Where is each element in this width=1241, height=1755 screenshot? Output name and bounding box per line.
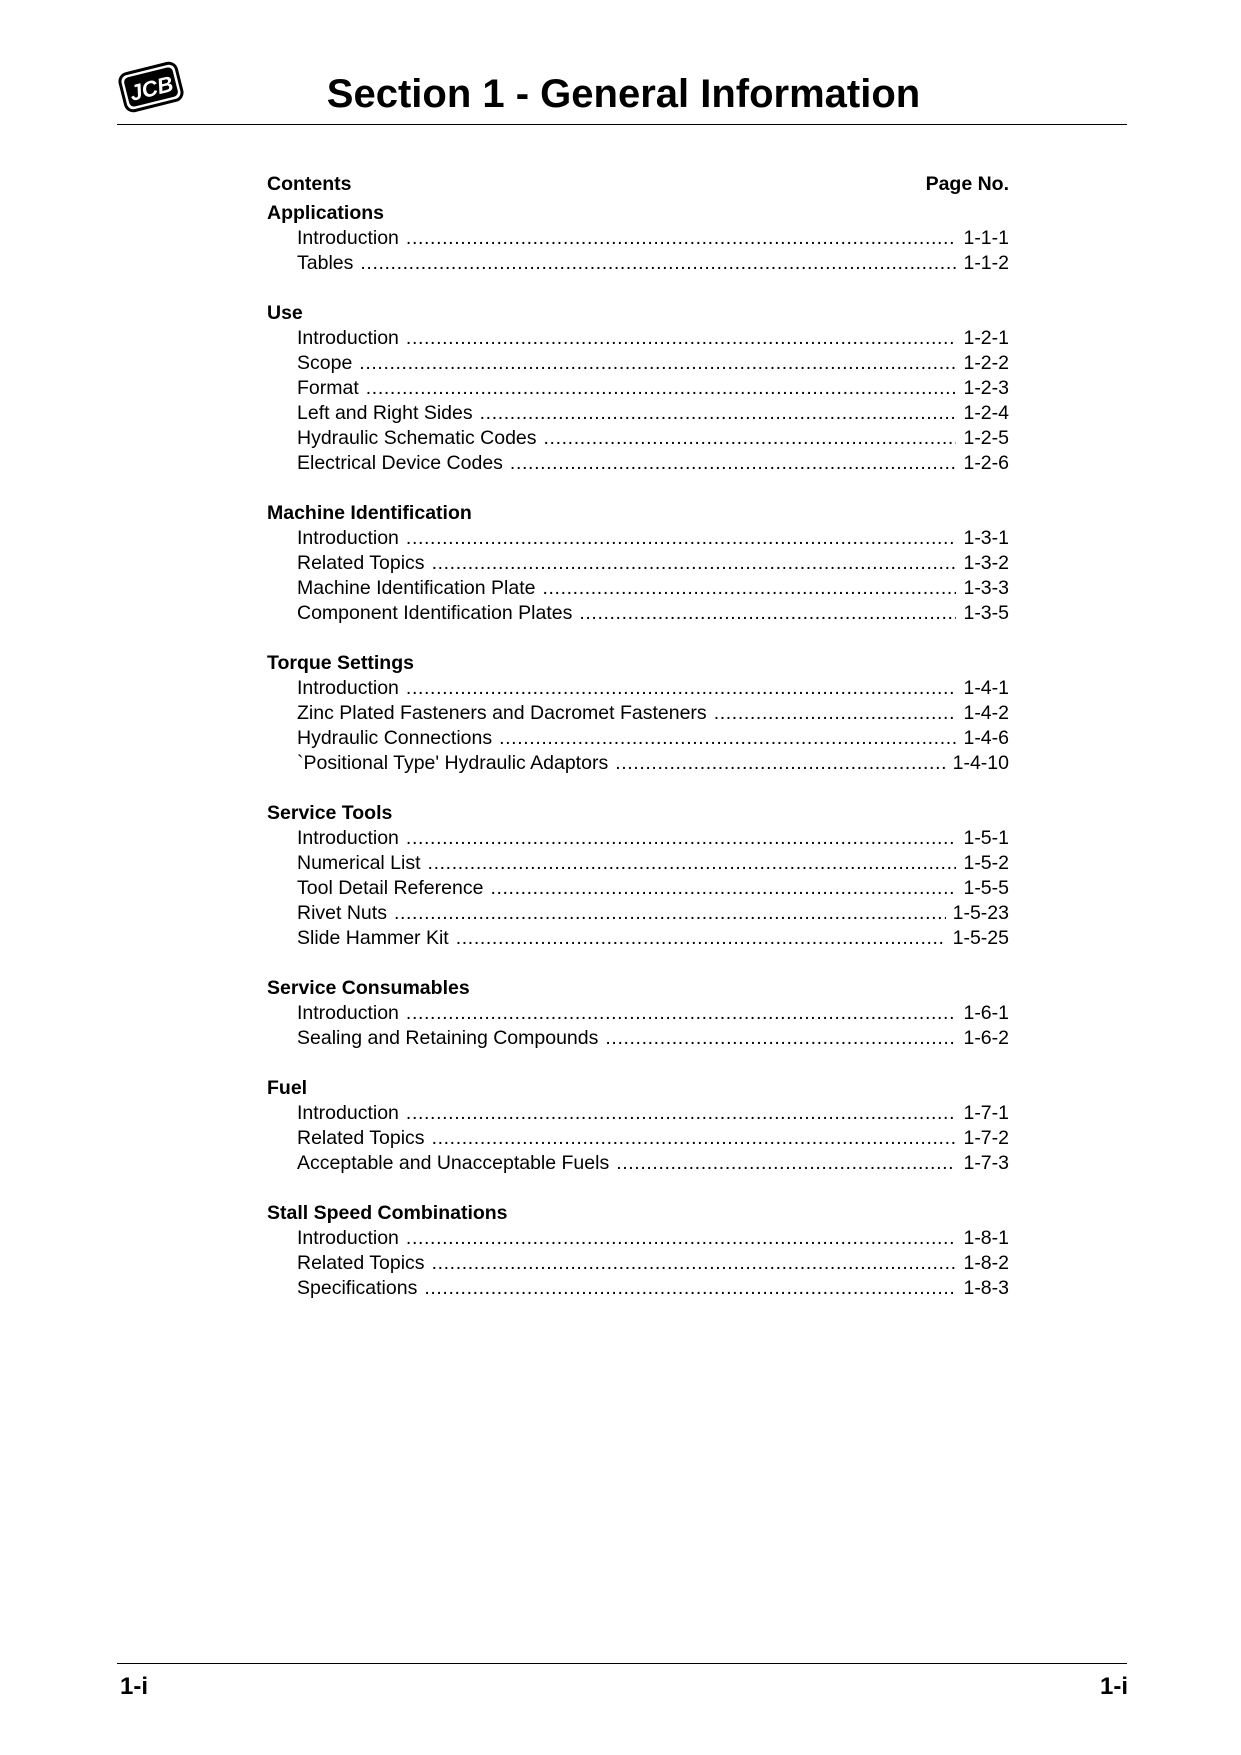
dot-leader: [499, 726, 956, 751]
footer-rule: [117, 1663, 1127, 1664]
toc-entry-page: 1-1-2: [963, 252, 1009, 274]
toc-entry-page: 1-7-3: [963, 1152, 1009, 1174]
toc-entry-label: Introduction: [297, 227, 399, 249]
toc-entry: [267, 876, 1009, 901]
toc-entry: [267, 1226, 1009, 1251]
contents-label: Contents: [267, 173, 352, 195]
dot-leader: [424, 1276, 956, 1301]
toc-entry-label: Rivet Nuts: [297, 902, 387, 924]
toc-entry-label: Component Identification Plates: [297, 602, 573, 624]
dot-leader: [542, 576, 956, 601]
toc-entry-label: Hydraulic Schematic Codes: [297, 427, 537, 449]
dot-leader: [406, 326, 957, 351]
toc-entry-page: 1-4-1: [963, 677, 1009, 699]
dot-leader: [394, 901, 946, 926]
dot-leader: [406, 226, 957, 251]
toc-entry: [267, 751, 1009, 776]
toc-entry-page: 1-3-1: [963, 527, 1009, 549]
toc-section-title: Service Tools: [267, 802, 393, 824]
toc-entry-label: Left and Right Sides: [297, 402, 473, 424]
toc-entry-page: 1-3-5: [963, 602, 1009, 624]
dot-leader: [456, 926, 946, 951]
dot-leader: [406, 526, 957, 551]
toc-section: [267, 201, 1009, 276]
toc-entry-label: Sealing and Retaining Compounds: [297, 1027, 599, 1049]
toc-entry: [267, 851, 1009, 876]
toc-section: [267, 1076, 1009, 1176]
dot-leader: [406, 1101, 957, 1126]
toc-entry: [267, 376, 1009, 401]
toc-entry: [267, 251, 1009, 276]
toc-entry-label: Related Topics: [297, 552, 425, 574]
dot-leader: [428, 851, 957, 876]
toc-entry: [267, 576, 1009, 601]
toc-entry-label: Introduction: [297, 1102, 399, 1124]
dot-leader: [510, 451, 957, 476]
toc-entry-label: Hydraulic Connections: [297, 727, 493, 749]
toc-entry-label: Introduction: [297, 827, 399, 849]
toc-entry-label: Introduction: [297, 1227, 399, 1249]
toc-entry-label: Machine Identification Plate: [297, 577, 536, 599]
toc-section: [267, 1201, 1009, 1301]
dot-leader: [605, 1026, 956, 1051]
toc-entry: [267, 826, 1009, 851]
toc-entry-label: Electrical Device Codes: [297, 452, 503, 474]
toc-section: [267, 976, 1009, 1051]
toc-entry: [267, 676, 1009, 701]
toc-entry-page: 1-8-2: [963, 1252, 1009, 1274]
dot-leader: [480, 401, 957, 426]
toc-entry-label: Specifications: [297, 1277, 418, 1299]
svg-text:JCB: JCB: [126, 71, 176, 106]
toc-entry: [267, 901, 1009, 926]
toc-entry: [267, 726, 1009, 751]
toc-entry-page: 1-5-1: [963, 827, 1009, 849]
toc-entry: [267, 1026, 1009, 1051]
toc-entry-page: 1-8-3: [963, 1277, 1009, 1299]
toc-entry-page: 1-2-2: [963, 352, 1009, 374]
toc-section: [267, 501, 1009, 626]
dot-leader: [432, 1126, 957, 1151]
toc-entry-page: 1-2-6: [963, 452, 1009, 474]
toc-sections: [267, 201, 1009, 1301]
toc-section-title: Service Consumables: [267, 977, 470, 999]
toc-entry-label: Tool Detail Reference: [297, 877, 484, 899]
dot-leader: [359, 351, 956, 376]
toc-entry: [267, 401, 1009, 426]
toc-section: [267, 651, 1009, 776]
toc-entry: [267, 1251, 1009, 1276]
toc-entry: [267, 1276, 1009, 1301]
page-title: [0, 70, 1241, 118]
toc-entry-page: 1-8-1: [963, 1227, 1009, 1249]
toc-entry: [267, 1001, 1009, 1026]
dot-leader: [360, 251, 956, 276]
dot-leader: [490, 876, 956, 901]
toc-entry-label: Slide Hammer Kit: [297, 927, 449, 949]
toc-entry: [267, 526, 1009, 551]
toc-entry: [267, 1151, 1009, 1176]
toc-entry-label: Numerical List: [297, 852, 421, 874]
toc-entry: [267, 1126, 1009, 1151]
dot-leader: [544, 426, 957, 451]
dot-leader: [366, 376, 957, 401]
toc-entry-label: Introduction: [297, 327, 399, 349]
toc-entry-label: `Positional Type' Hydraulic Adaptors: [297, 752, 609, 774]
toc-entry-page: 1-7-2: [963, 1127, 1009, 1149]
toc-section-title: Machine Identification: [267, 502, 472, 524]
page-number-label: Page No.: [925, 173, 1009, 195]
toc-entry-page: 1-1-1: [963, 227, 1009, 249]
toc-section-title: Applications: [267, 202, 385, 224]
toc-section-title: Stall Speed Combinations: [267, 1202, 508, 1224]
toc-entry-page: 1-4-6: [963, 727, 1009, 749]
toc-entry: [267, 326, 1009, 351]
toc-entry-page: 1-3-2: [963, 552, 1009, 574]
dot-leader: [406, 1001, 957, 1026]
toc-entry-label: Introduction: [297, 527, 399, 549]
toc-entry-page: 1-5-25: [952, 927, 1009, 949]
toc-entry: [267, 426, 1009, 451]
toc-entry-page: 1-5-5: [963, 877, 1009, 899]
toc-entry-page: 1-6-1: [963, 1002, 1009, 1024]
toc-entry: [267, 451, 1009, 476]
dot-leader: [714, 701, 957, 726]
dot-leader: [406, 1226, 957, 1251]
toc-entry-label: Scope: [297, 352, 353, 374]
toc-entry-page: 1-2-4: [963, 402, 1009, 424]
toc-entry-page: 1-5-23: [952, 902, 1009, 924]
toc-entry-label: Introduction: [297, 1002, 399, 1024]
toc-section-title: Torque Settings: [267, 652, 414, 674]
toc-section-title: Fuel: [267, 1077, 308, 1099]
dot-leader: [432, 1251, 957, 1276]
dot-leader: [406, 826, 957, 851]
dot-leader: [406, 676, 957, 701]
toc-entry: [267, 551, 1009, 576]
toc-section: [267, 801, 1009, 951]
toc-entry-label: Related Topics: [297, 1252, 425, 1274]
folio-right: 1-i: [1099, 1673, 1128, 1700]
folio-left: 1-i: [120, 1673, 149, 1700]
toc-entry-page: 1-2-5: [963, 427, 1009, 449]
toc-entry-page: 1-7-1: [963, 1102, 1009, 1124]
toc-entry-page: 1-3-3: [963, 577, 1009, 599]
toc-section-title: Use: [267, 302, 303, 324]
toc-entry-page: 1-6-2: [963, 1027, 1009, 1049]
toc-entry-label: Zinc Plated Fasteners and Dacromet Fasteners: [297, 702, 707, 724]
toc-entry: [267, 701, 1009, 726]
toc-entry-page: 1-5-2: [963, 852, 1009, 874]
toc-entry: [267, 1101, 1009, 1126]
table-of-contents: [267, 172, 1009, 1326]
toc-entry-label: Related Topics: [297, 1127, 425, 1149]
header-rule: [117, 124, 1127, 125]
toc-entry-page: 1-4-10: [952, 752, 1009, 774]
toc-entry: [267, 601, 1009, 626]
dot-leader: [615, 751, 945, 776]
toc-entry-label: Acceptable and Unacceptable Fuels: [297, 1152, 610, 1174]
toc-header: [267, 172, 1009, 197]
toc-entry-label: Tables: [297, 252, 354, 274]
toc-entry-page: 1-2-1: [963, 327, 1009, 349]
toc-entry: [267, 926, 1009, 951]
toc-entry-label: Introduction: [297, 677, 399, 699]
toc-entry: [267, 351, 1009, 376]
toc-entry-label: Format: [297, 377, 359, 399]
toc-entry: [267, 226, 1009, 251]
dot-leader: [579, 601, 956, 626]
toc-section: [267, 301, 1009, 476]
page-title-text: Section 1 - General Information: [326, 72, 921, 116]
toc-entry-page: 1-4-2: [963, 702, 1009, 724]
toc-entry-page: 1-2-3: [963, 377, 1009, 399]
dot-leader: [616, 1151, 956, 1176]
dot-leader: [432, 551, 957, 576]
